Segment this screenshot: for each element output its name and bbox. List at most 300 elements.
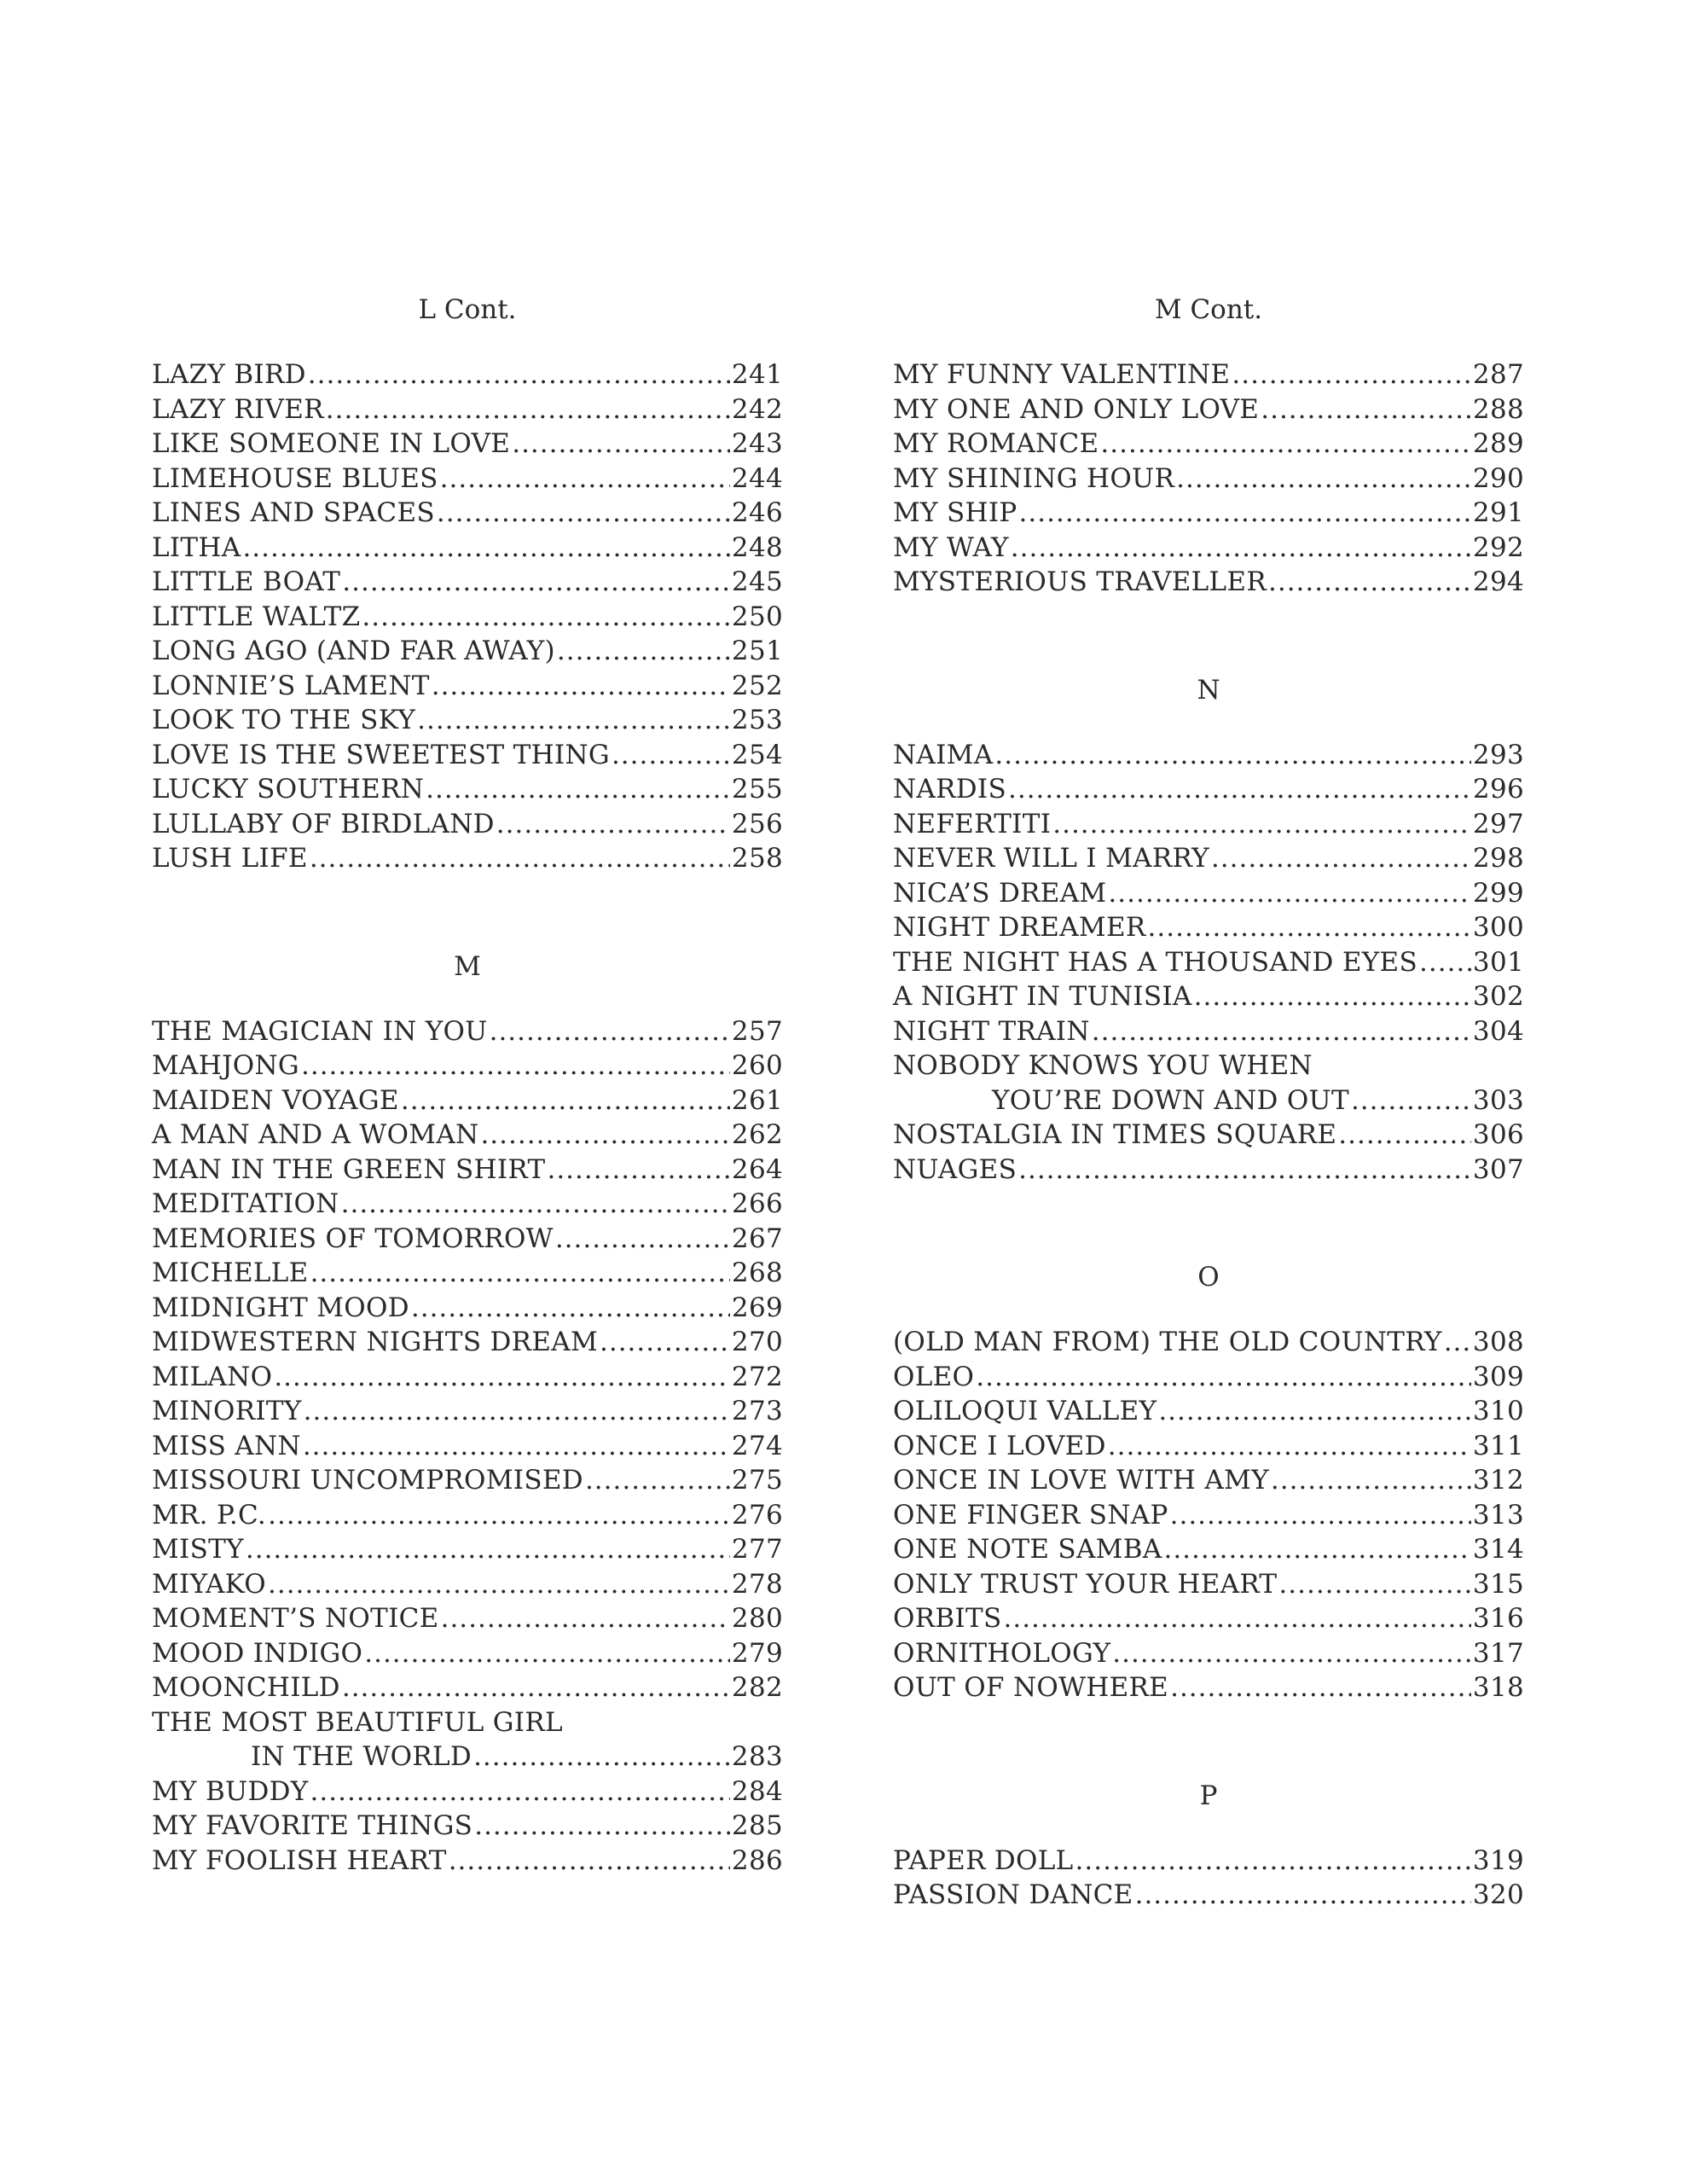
entry-title: MY ROMANCE xyxy=(893,428,1099,459)
dot-leader xyxy=(512,427,730,462)
dot-leader xyxy=(555,1222,730,1257)
entry-page-number: 282 xyxy=(731,1672,783,1703)
entry-page-number: 290 xyxy=(1472,462,1524,494)
entry-page-number: 318 xyxy=(1472,1672,1524,1703)
entry-title: PASSION DANCE xyxy=(893,1879,1133,1910)
entry-title: ONCE I LOVED xyxy=(893,1430,1106,1461)
dot-leader xyxy=(1170,1670,1471,1705)
dot-leader xyxy=(326,392,730,427)
entry-page-number: 260 xyxy=(731,1050,783,1081)
index-entry xyxy=(893,1844,1524,1879)
entry-title: ONE NOTE SAMBA xyxy=(893,1534,1162,1565)
index-entry xyxy=(893,1498,1524,1533)
dot-leader xyxy=(1011,531,1471,566)
entry-page-number: 252 xyxy=(731,670,783,701)
entry-page-number: 256 xyxy=(731,808,783,839)
entry-page-number: 280 xyxy=(731,1603,783,1634)
entry-title: YOU’RE DOWN AND OUT xyxy=(992,1084,1349,1116)
dot-leader xyxy=(1092,1014,1471,1049)
dot-leader xyxy=(1211,841,1471,876)
entry-title: ONCE IN LOVE WITH AMY xyxy=(893,1465,1269,1496)
dot-leader xyxy=(480,1118,729,1153)
entry-page-number: 299 xyxy=(1472,877,1524,909)
entry-list xyxy=(893,1844,1524,1913)
entry-page-number: 310 xyxy=(1472,1396,1524,1426)
entry-title: MIDNIGHT MOOD xyxy=(152,1292,409,1323)
entry-page-number: 244 xyxy=(731,462,783,494)
dot-leader xyxy=(440,462,730,497)
index-entry xyxy=(152,1636,783,1671)
entry-title: NEVER WILL I MARRY xyxy=(893,843,1209,874)
entry-page-number: 285 xyxy=(731,1810,783,1841)
index-entry xyxy=(893,1325,1524,1360)
entry-title: LULLABY OF BIRDLAND xyxy=(152,808,495,839)
entry-page-number: 246 xyxy=(731,497,783,528)
index-entry xyxy=(152,1394,783,1429)
dot-leader xyxy=(301,1048,730,1083)
dot-leader xyxy=(362,600,730,635)
entry-title: MISSOURI UNCOMPROMISED xyxy=(152,1465,583,1496)
entry-page-number: 283 xyxy=(731,1741,783,1772)
index-entry xyxy=(893,1567,1524,1602)
entry-page-number: 308 xyxy=(1472,1327,1524,1357)
index-entry xyxy=(152,1774,783,1809)
entry-title: OLEO xyxy=(893,1361,975,1392)
entry-page-number: 301 xyxy=(1472,946,1524,978)
entry-page-number: 289 xyxy=(1472,428,1524,459)
entry-title: MICHELLE xyxy=(152,1258,309,1288)
entry-page-number: 267 xyxy=(731,1223,783,1254)
index-section xyxy=(152,945,783,1879)
entry-page-number: 312 xyxy=(1472,1465,1524,1496)
entry-title: LUSH LIFE xyxy=(152,843,308,874)
index-entry xyxy=(152,531,783,566)
dot-leader xyxy=(1278,1567,1471,1602)
index-entry xyxy=(152,1740,783,1774)
dot-leader xyxy=(268,1567,730,1602)
index-entry xyxy=(152,738,783,773)
index-entry xyxy=(152,1809,783,1844)
index-entry xyxy=(893,1014,1524,1049)
index-entry xyxy=(893,496,1524,531)
dot-leader xyxy=(1170,1498,1471,1533)
index-entry xyxy=(893,876,1524,911)
dot-leader xyxy=(1112,1636,1471,1671)
entry-page-number: 273 xyxy=(731,1396,783,1426)
entry-page-number: 276 xyxy=(731,1499,783,1531)
index-entry xyxy=(152,669,783,704)
index-section xyxy=(893,288,1524,600)
entry-title: NEFERTITI xyxy=(893,808,1052,839)
dot-leader xyxy=(585,1463,730,1498)
entry-title: MYSTERIOUS TRAVELLER xyxy=(893,566,1267,597)
index-entry xyxy=(893,1429,1524,1464)
index-entry xyxy=(893,841,1524,876)
dot-leader xyxy=(449,1844,730,1879)
dot-leader xyxy=(310,1256,730,1291)
entry-title: MOONCHILD xyxy=(152,1672,340,1703)
dot-leader xyxy=(274,1360,730,1395)
index-entry xyxy=(893,738,1524,773)
dot-leader xyxy=(1271,1463,1471,1498)
dot-leader xyxy=(242,531,729,566)
entry-page-number: 253 xyxy=(731,705,783,735)
entry-page-number: 311 xyxy=(1472,1430,1524,1461)
entry-page-number: 286 xyxy=(731,1844,783,1876)
entry-title: MY ONE AND ONLY LOVE xyxy=(893,393,1260,425)
index-entry xyxy=(893,531,1524,566)
entry-title: MOOD INDIGO xyxy=(152,1637,363,1669)
entry-title: NAIMA xyxy=(893,739,994,770)
entry-page-number: 279 xyxy=(731,1637,783,1669)
index-entry xyxy=(152,1325,783,1360)
index-entry xyxy=(893,392,1524,427)
entry-title: MAHJONG xyxy=(152,1050,299,1081)
index-entry xyxy=(893,772,1524,807)
dot-leader xyxy=(441,1601,730,1636)
entry-page-number: 314 xyxy=(1472,1534,1524,1565)
dot-leader xyxy=(1351,1083,1471,1118)
entry-title: LOOK TO THE SKY xyxy=(152,705,416,735)
index-entry xyxy=(152,1705,783,1740)
entry-title: MY FOOLISH HEART xyxy=(152,1844,447,1876)
entry-title: LOVE IS THE SWEETEST THING xyxy=(152,739,610,770)
entry-title: MISTY xyxy=(152,1534,244,1565)
dot-leader xyxy=(303,1429,730,1464)
index-section xyxy=(152,288,783,876)
entry-list xyxy=(893,738,1524,1188)
dot-leader xyxy=(612,738,730,773)
entry-page-number: 284 xyxy=(731,1775,783,1807)
index-entry xyxy=(152,357,783,392)
entry-title: ONLY TRUST YOUR HEART xyxy=(893,1568,1278,1600)
dot-leader xyxy=(426,772,730,807)
entry-title: ORNITHOLOGY xyxy=(893,1637,1111,1669)
entry-title: LAZY RIVER xyxy=(152,393,324,425)
entry-page-number: 317 xyxy=(1472,1637,1524,1669)
entry-title: LINES AND SPACES xyxy=(152,497,435,528)
index-entry xyxy=(152,1429,783,1464)
index-entry xyxy=(152,392,783,427)
entry-page-number: 266 xyxy=(731,1188,783,1219)
entry-page-number: 316 xyxy=(1472,1603,1524,1634)
index-entry xyxy=(152,841,783,876)
entry-title: THE NIGHT HAS A THOUSAND EYES xyxy=(893,946,1418,978)
entry-title: NIGHT TRAIN xyxy=(893,1015,1090,1047)
entry-title: MILANO xyxy=(152,1361,273,1392)
index-entry xyxy=(893,462,1524,497)
entry-title: IN THE WORLD xyxy=(251,1741,472,1772)
index-entry xyxy=(152,1463,783,1498)
index-entry xyxy=(893,1118,1524,1153)
entry-page-number: 270 xyxy=(731,1327,783,1357)
entry-title: THE MOST BEAUTIFUL GIRL xyxy=(152,1706,563,1738)
entry-page-number: 304 xyxy=(1472,1015,1524,1047)
index-entry xyxy=(893,1048,1524,1083)
entry-page-number: 241 xyxy=(731,359,783,390)
entry-title: MY FAVORITE THINGS xyxy=(152,1810,473,1841)
dot-leader xyxy=(1158,1394,1471,1429)
entry-page-number: 309 xyxy=(1472,1361,1524,1392)
entry-title: NARDIS xyxy=(893,774,1006,804)
entry-page-number: 254 xyxy=(731,739,783,770)
dot-leader xyxy=(496,807,730,842)
entry-page-number: 300 xyxy=(1472,912,1524,943)
entry-title: A MAN AND A WOMAN xyxy=(152,1119,479,1150)
index-entry xyxy=(152,807,783,842)
entry-title: NOSTALGIA IN TIMES SQUARE xyxy=(893,1119,1337,1150)
entry-page-number: 242 xyxy=(731,393,783,425)
entry-page-number: 268 xyxy=(731,1258,783,1288)
dot-leader xyxy=(1268,565,1471,600)
entry-list xyxy=(152,357,783,876)
section-heading: M Cont. xyxy=(1154,294,1263,325)
entry-page-number: 292 xyxy=(1472,531,1524,563)
entry-list xyxy=(893,1325,1524,1705)
dot-leader xyxy=(310,841,730,876)
entry-title: NOBODY KNOWS YOU WHEN xyxy=(893,1050,1313,1081)
dot-leader xyxy=(417,703,730,738)
entry-page-number: 277 xyxy=(731,1534,783,1565)
entry-page-number: 272 xyxy=(731,1361,783,1392)
entry-title: LITHA xyxy=(152,531,241,563)
index-entry xyxy=(893,1360,1524,1395)
index-section xyxy=(893,1256,1524,1705)
entry-title: (OLD MAN FROM) THE OLD COUNTRY xyxy=(893,1327,1442,1357)
index-entry xyxy=(893,357,1524,392)
entry-title: LAZY BIRD xyxy=(152,359,306,390)
dot-leader xyxy=(1148,910,1471,945)
entry-title: MY WAY xyxy=(893,531,1009,563)
index-entry xyxy=(893,1463,1524,1498)
index-entry xyxy=(152,1083,783,1118)
dot-leader xyxy=(401,1083,730,1118)
entry-title: OUT OF NOWHERE xyxy=(893,1672,1169,1703)
index-entry xyxy=(152,1256,783,1291)
entry-title: OLILOQUI VALLEY xyxy=(893,1396,1157,1426)
index-entry xyxy=(893,1636,1524,1671)
dot-leader xyxy=(1019,496,1471,531)
dot-leader xyxy=(246,1532,730,1567)
entry-page-number: 243 xyxy=(731,428,783,459)
index-entry xyxy=(893,1394,1524,1429)
dot-leader xyxy=(1052,807,1471,842)
index-entry xyxy=(152,703,783,738)
dot-leader xyxy=(1075,1844,1471,1879)
index-entry xyxy=(152,1601,783,1636)
entry-list xyxy=(893,357,1524,600)
index-entry xyxy=(893,1083,1524,1118)
dot-leader xyxy=(432,669,730,704)
entry-title: MOMENT’S NOTICE xyxy=(152,1603,439,1634)
entry-page-number: 258 xyxy=(731,843,783,874)
entry-page-number: 294 xyxy=(1472,566,1524,597)
entry-page-number: 255 xyxy=(731,774,783,804)
entry-title: LONG AGO (AND FAR AWAY) xyxy=(152,636,555,666)
entry-page-number: 302 xyxy=(1472,981,1524,1012)
dot-leader xyxy=(437,496,730,531)
dot-leader xyxy=(474,1809,730,1844)
entry-title: LIMEHOUSE BLUES xyxy=(152,462,438,494)
index-entry xyxy=(152,1048,783,1083)
index-entry xyxy=(152,1498,783,1533)
entry-page-number: 261 xyxy=(731,1084,783,1116)
dot-leader xyxy=(1163,1532,1470,1567)
entry-page-number: 248 xyxy=(731,531,783,563)
index-entry xyxy=(152,1844,783,1879)
dot-leader xyxy=(1108,1429,1471,1464)
entry-title: MAN IN THE GREEN SHIRT xyxy=(152,1153,546,1185)
entry-page-number: 298 xyxy=(1472,843,1524,874)
entry-title: ONE FINGER SNAP xyxy=(893,1499,1168,1531)
entry-title: LITTLE WALTZ xyxy=(152,601,361,632)
dot-leader xyxy=(310,1774,730,1809)
entry-title: PAPER DOLL xyxy=(893,1844,1074,1876)
dot-leader xyxy=(304,1394,730,1429)
entry-title: ORBITS xyxy=(893,1603,1002,1634)
entry-page-number: 274 xyxy=(731,1430,783,1461)
index-entry xyxy=(893,1601,1524,1636)
index-entry xyxy=(152,1153,783,1188)
entry-page-number: 315 xyxy=(1472,1568,1524,1600)
index-entry xyxy=(152,565,783,600)
entry-title: NIGHT DREAMER xyxy=(893,912,1146,943)
entry-page-number: 257 xyxy=(731,1015,783,1047)
entry-page-number: 245 xyxy=(731,566,783,597)
section-heading: P xyxy=(1199,1780,1218,1811)
section-heading: N xyxy=(1197,674,1220,706)
dot-leader xyxy=(1004,1601,1471,1636)
entry-title: LUCKY SOUTHERN xyxy=(152,774,425,804)
dot-leader xyxy=(1100,427,1471,462)
entry-title: NUAGES xyxy=(893,1153,1017,1185)
entry-title: NICA’S DREAM xyxy=(893,877,1107,909)
index-section xyxy=(893,669,1524,1188)
dot-leader xyxy=(547,1153,729,1188)
index-entry xyxy=(152,600,783,635)
dot-leader xyxy=(411,1291,730,1326)
index-entry xyxy=(152,1670,783,1705)
index-entry xyxy=(152,496,783,531)
index-entry xyxy=(152,1222,783,1257)
entry-page-number: 320 xyxy=(1472,1879,1524,1910)
index-entry xyxy=(152,1118,783,1153)
dot-leader xyxy=(1338,1118,1471,1153)
entry-title: MY FUNNY VALENTINE xyxy=(893,359,1231,390)
dot-leader xyxy=(1419,945,1471,980)
dot-leader xyxy=(473,1740,730,1774)
entry-title: MAIDEN VOYAGE xyxy=(152,1084,399,1116)
entry-page-number: 303 xyxy=(1472,1084,1524,1116)
index-entry xyxy=(152,1360,783,1395)
index-entry xyxy=(152,772,783,807)
entry-title: MISS ANN xyxy=(152,1430,301,1461)
index-entry xyxy=(152,1187,783,1222)
dot-leader xyxy=(1108,876,1471,911)
entry-page-number: 306 xyxy=(1472,1119,1524,1150)
index-entry xyxy=(893,1532,1524,1567)
dot-leader xyxy=(342,565,730,600)
index-entry xyxy=(152,427,783,462)
dot-leader xyxy=(341,1187,730,1222)
entry-page-number: 291 xyxy=(1472,497,1524,528)
index-section xyxy=(893,1774,1524,1913)
index-entry xyxy=(893,945,1524,980)
index-column-left xyxy=(152,288,783,1947)
entry-page-number: 269 xyxy=(731,1292,783,1323)
entry-title: MR. P.C. xyxy=(152,1499,267,1531)
dot-leader xyxy=(1018,1153,1471,1188)
dot-leader xyxy=(1176,462,1471,497)
index-entry xyxy=(152,634,783,669)
dot-leader xyxy=(600,1325,730,1360)
index-entry xyxy=(152,1014,783,1049)
entry-page-number: 251 xyxy=(731,636,783,666)
index-entry xyxy=(893,1878,1524,1913)
entry-title: MY SHINING HOUR xyxy=(893,462,1175,494)
dot-leader xyxy=(1232,357,1471,392)
dot-leader xyxy=(342,1670,730,1705)
entry-page-number: 288 xyxy=(1472,393,1524,425)
entry-title: MY SHIP xyxy=(893,497,1017,528)
index-entry xyxy=(893,807,1524,842)
entry-page-number: 287 xyxy=(1472,359,1524,390)
dot-leader xyxy=(308,357,730,392)
entry-page-number: 264 xyxy=(731,1153,783,1185)
index-entry xyxy=(893,1153,1524,1188)
dot-leader xyxy=(994,738,1471,773)
section-heading: M xyxy=(454,950,481,982)
entry-title: MIDWESTERN NIGHTS DREAM xyxy=(152,1327,598,1357)
entry-page-number: 293 xyxy=(1472,739,1524,770)
entry-page-number: 275 xyxy=(731,1465,783,1496)
entry-page-number: 307 xyxy=(1472,1153,1524,1185)
dot-leader xyxy=(976,1360,1471,1395)
dot-leader xyxy=(1261,392,1471,427)
entry-page-number: 262 xyxy=(731,1119,783,1150)
entry-title: MEDITATION xyxy=(152,1188,339,1219)
entry-title: THE MAGICIAN IN YOU xyxy=(152,1015,488,1047)
index-entry xyxy=(152,1532,783,1567)
dot-leader xyxy=(268,1498,730,1533)
index-entry xyxy=(893,1670,1524,1705)
entry-title: MEMORIES OF TOMORROW xyxy=(152,1223,554,1254)
index-entry xyxy=(152,462,783,497)
index-entry xyxy=(893,565,1524,600)
index-entry xyxy=(893,979,1524,1014)
entry-title: MY BUDDY xyxy=(152,1775,309,1807)
entry-title: MIYAKO xyxy=(152,1568,266,1600)
entry-title: LIKE SOMEONE IN LOVE xyxy=(152,428,511,459)
entry-page-number: 313 xyxy=(1472,1499,1524,1531)
entry-title: LONNIE’S LAMENT xyxy=(152,670,430,701)
section-heading: O xyxy=(1197,1262,1220,1292)
index-entry xyxy=(152,1567,783,1602)
entry-title: LITTLE BOAT xyxy=(152,566,341,597)
dot-leader xyxy=(557,634,730,669)
entry-list xyxy=(152,1014,783,1879)
entry-title: A NIGHT IN TUNISIA xyxy=(893,981,1192,1012)
entry-page-number: 296 xyxy=(1472,774,1524,804)
entry-page-number: 278 xyxy=(731,1568,783,1600)
index-entry xyxy=(893,427,1524,462)
dot-leader xyxy=(364,1636,730,1671)
section-heading: L Cont. xyxy=(418,294,517,325)
dot-leader xyxy=(1135,1878,1471,1913)
dot-leader xyxy=(1444,1325,1471,1360)
entry-page-number: 319 xyxy=(1472,1844,1524,1876)
dot-leader xyxy=(490,1014,730,1049)
